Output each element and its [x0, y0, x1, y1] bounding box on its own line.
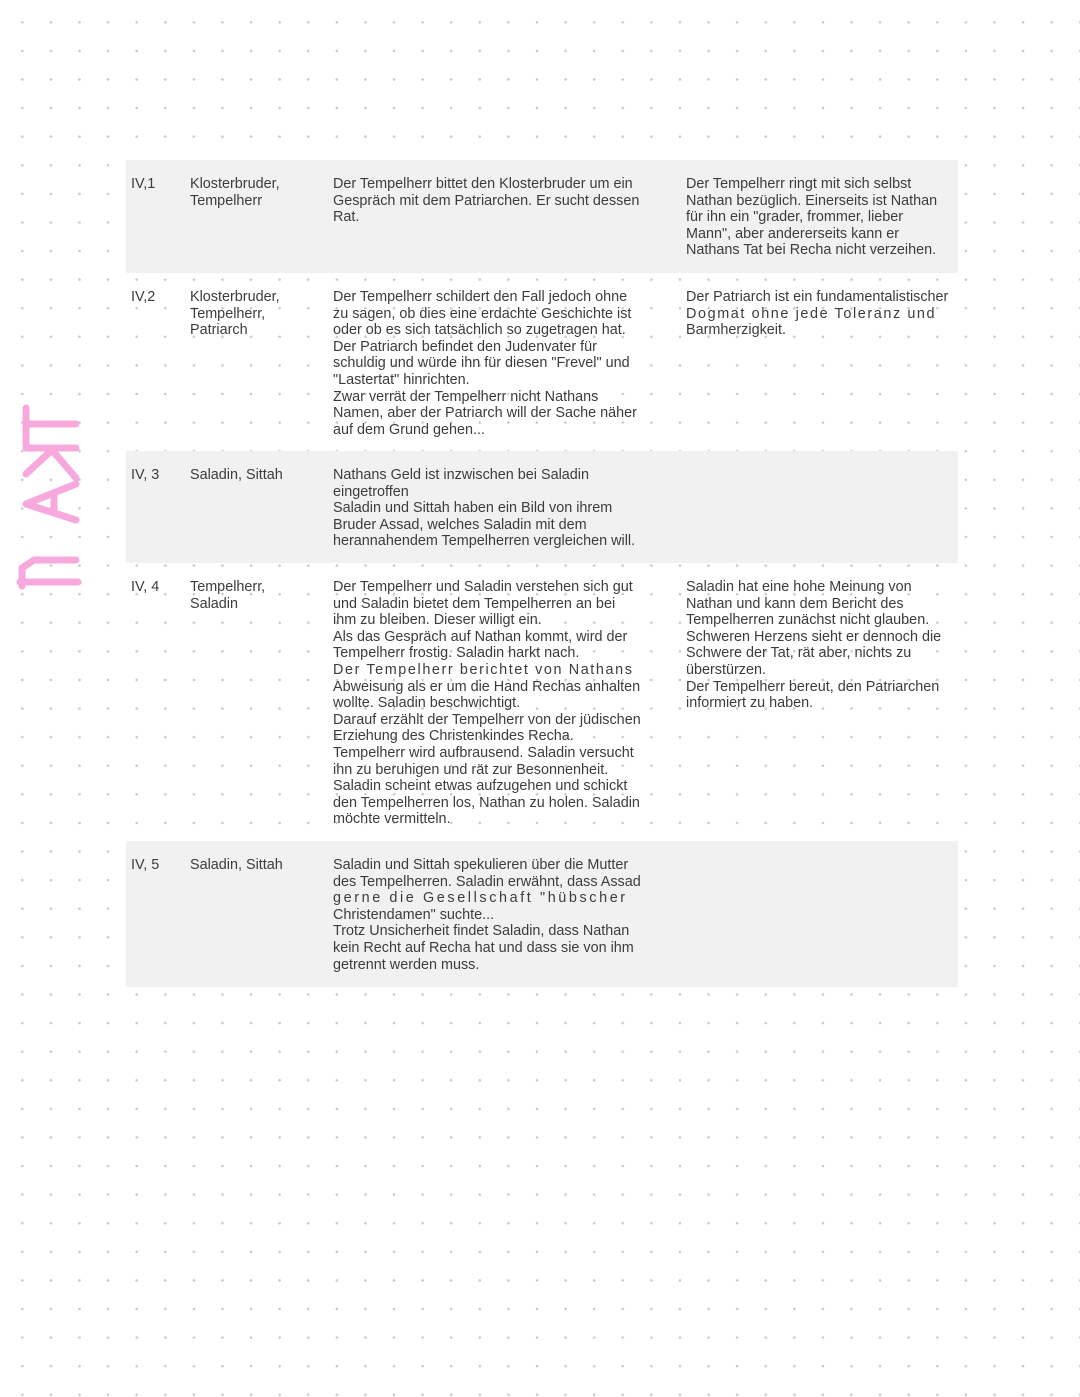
scene-overview-table	[126, 160, 958, 987]
content-cell-line: den Tempelherren los, Nathan zu holen. Saladin	[333, 794, 640, 811]
content-cell-line: Tempelherr wird aufbrausend. Saladin versucht	[333, 744, 634, 761]
persons-cell	[190, 176, 320, 209]
content-cell-line: Namen, aber der Patriarch will der Sache näher	[333, 405, 637, 422]
analysis-cell	[686, 579, 953, 712]
analysis-cell-line: Nathan und kann dem Bericht des	[686, 595, 904, 612]
content-cell-line: Zwar verrät der Tempelherr nicht Nathans	[333, 388, 599, 405]
analysis-cell-line: Nathan bezüglich. Einerseits ist Nathan	[686, 192, 938, 209]
content-cell-line: gerne die Gesellschaft "hübscher	[333, 890, 628, 907]
analysis-cell-line: Nathans Tat bei Recha nicht verzeihen.	[686, 242, 937, 259]
analysis-cell-line: Barmherzigkeit.	[686, 322, 786, 339]
analysis-cell-line: Dogmat ohne jede Toleranz und	[686, 305, 937, 322]
content-cell-line: ihm zu bleiben. Dieser willigt ein.	[333, 612, 542, 629]
content-cell	[333, 176, 644, 226]
persons-cell-line: Klosterbruder,	[190, 176, 280, 192]
analysis-cell-line: Saladin hat eine hohe Meinung von	[686, 579, 912, 595]
content-cell-line: Trotz Unsicherheit findet Saladin, dass Nathan	[333, 923, 630, 940]
content-cell-line: Nathans Geld ist inzwischen bei Saladin	[333, 467, 589, 483]
content-cell-line: Saladin und Sittah spekulieren über die Mutter	[333, 857, 629, 873]
content-cell-line: wollte. Saladin beschwichtigt.	[333, 695, 521, 712]
analysis-cell-line: für ihn ein "grader, frommer, lieber	[686, 209, 904, 226]
content-cell-line: eingetroffen	[333, 483, 409, 500]
content-cell	[333, 289, 644, 438]
content-cell	[333, 857, 644, 973]
table-row	[126, 451, 958, 563]
content-cell-line: Als das Gespräch auf Nathan kommt, wird der	[333, 628, 628, 645]
analysis-cell-line: Mann", aber andererseits kann er	[686, 225, 900, 242]
table-row	[126, 563, 958, 841]
content-cell-line: Der Tempelherr berichtet von Nathans	[333, 661, 634, 678]
content-cell-line: Tempelherr frostig. Saladin harkt nach.	[333, 645, 580, 662]
persons-cell-line: Saladin, Sittah	[190, 467, 283, 483]
analysis-cell	[686, 289, 953, 339]
content-cell-line: herannahendem Tempelherren vergleichen will.	[333, 533, 636, 550]
content-cell-line: kein Recht auf Recha hat und dass sie von ihm	[333, 939, 634, 956]
content-cell-line: Der Tempelherr schildert den Fall jedoch ohne	[333, 289, 628, 305]
content-cell-line: Der Tempelherr bittet den Klosterbruder um ein	[333, 176, 633, 192]
analysis-cell-line: Der Tempelherr ringt mit sich selbst	[686, 176, 912, 192]
content-cell-line: Der Tempelherr und Saladin verstehen sich gut	[333, 579, 633, 595]
content-cell-line: Darauf erzählt der Tempelherr von der jüdischen	[333, 711, 641, 728]
content-cell-line: "Lastertat" hinrichten.	[333, 371, 470, 388]
content-cell-line: getrennt werden muss.	[333, 956, 480, 973]
persons-cell-line: Saladin	[190, 595, 239, 612]
persons-cell	[190, 467, 320, 484]
content-cell-line: oder ob es sich tatsächlich so zugetragen hat.	[333, 322, 626, 339]
content-cell-line: auf dem Grund gehen...	[333, 421, 486, 438]
persons-cell-line: Saladin, Sittah	[190, 857, 283, 873]
scene-cell: IV, 5	[131, 857, 160, 873]
content-cell-line: ihn zu beruhigen und rät zur Besonnenheit.	[333, 761, 609, 778]
content-cell-line: Rat.	[333, 209, 360, 226]
analysis-cell-line: Tempelherren zunächst nicht glauben.	[686, 612, 930, 629]
persons-cell	[190, 289, 320, 339]
analysis-cell	[686, 176, 953, 259]
scene-cell: IV,1	[131, 176, 156, 192]
persons-cell	[190, 579, 320, 612]
content-cell-line: Christendamen" suchte...	[333, 906, 495, 923]
content-cell-line: Bruder Assad, welches Saladin mit dem	[333, 516, 587, 533]
analysis-cell-line: Der Tempelherr bereut, den Patriarchen	[686, 678, 940, 695]
persons-cell	[190, 857, 320, 874]
content-cell-line: Erziehung des Christenkindes Recha.	[333, 728, 574, 745]
persons-cell-line: Tempelherr	[190, 192, 262, 209]
analysis-cell-line: Schwere der Tat, rät aber, nichts zu	[686, 645, 912, 662]
analysis-cell-line: Der Patriarch ist ein fundamentalistischer	[686, 289, 949, 305]
content-cell-line: Abweisung als er um die Hand Rechas anhalten	[333, 678, 641, 695]
scene-cell: IV, 3	[131, 467, 160, 483]
analysis-cell-line: Schweren Herzens sieht er dennoch die	[686, 628, 942, 645]
content-cell-line: Gespräch mit dem Patriarchen. Er sucht dessen	[333, 192, 640, 209]
persons-cell-line: Klosterbruder,	[190, 289, 280, 305]
content-cell-line: Saladin und Sittah haben ein Bild von ihrem	[333, 500, 613, 517]
analysis-cell-line: informiert zu haben.	[686, 695, 814, 712]
content-cell-line: schuldig und würde ihn für diesen "Frevel" und	[333, 355, 630, 372]
content-cell-line: des Tempelherren. Saladin erwähnt, dass Assad	[333, 873, 641, 890]
content-cell	[333, 467, 644, 550]
content-cell-line: und Saladin bietet dem Tempelherren an bei	[333, 595, 616, 612]
content-cell-line: zu sagen, ob dies eine erdachte Geschichte ist	[333, 305, 632, 322]
table-row	[126, 273, 958, 451]
scene-cell: IV, 4	[131, 579, 160, 595]
persons-cell-line: Tempelherr,	[190, 305, 266, 322]
analysis-cell-line: überstürzen.	[686, 661, 766, 678]
content-cell	[333, 579, 644, 828]
table-row	[126, 841, 958, 987]
scene-cell: IV,2	[131, 289, 156, 305]
persons-cell-line: Patriarch	[190, 322, 248, 339]
persons-cell-line: Tempelherr,	[190, 579, 266, 595]
act-title-handwritten	[6, 400, 88, 600]
table-row	[126, 160, 958, 273]
act-letter-k-stroke	[26, 450, 76, 478]
content-cell-line: möchte vermitteln.	[333, 811, 451, 828]
content-cell-line: Der Patriarch befindet den Judenvater für	[333, 338, 597, 355]
content-cell-line: Saladin scheint etwas aufzugehen und schickt	[333, 778, 628, 795]
